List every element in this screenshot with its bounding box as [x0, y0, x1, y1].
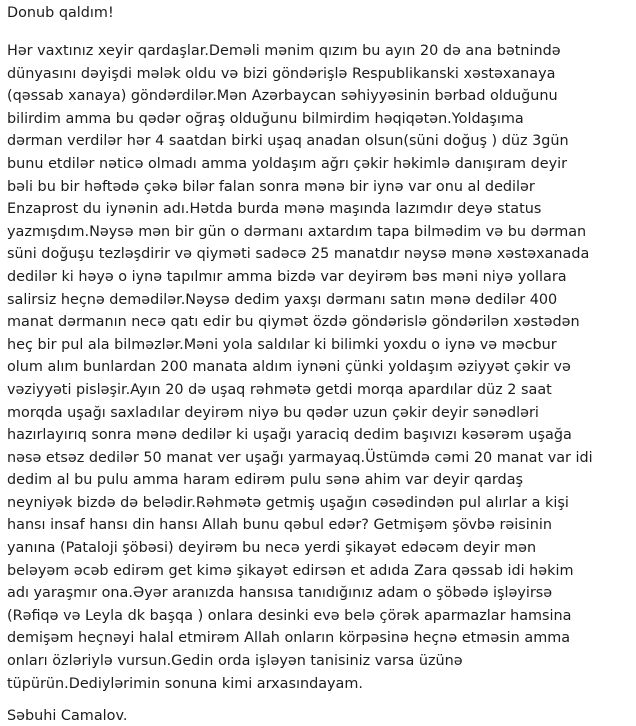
post-body-line: bunu etdilər nəticə olmadı amma yoldaşım ağrı çəkir həkimlə danışıram deyir — [7, 155, 568, 172]
post-body-line: hansı insaf hansı din hansı Allah bunu qəbul edər? Getmişəm şövbə rəisinin — [7, 517, 552, 534]
post-body-line: vəziyyəti pisləşir.Ayın 20 də uşaq rəhmətə getdi morqa apardılar düz 2 saat — [7, 381, 552, 398]
post-body-line: beləyəm əcəb edirəm get kimə şikayət edirsən et adıda Zara qəssab idi həkim — [7, 562, 574, 579]
post-body-line: dünyasını dəyişdi mələk oldu və bizi göndərişlə Respublikanski xəstəxanaya — [7, 65, 556, 82]
post-content — [7, 4, 631, 726]
post-greeting: Donub qaldım! — [7, 5, 114, 21]
post-body-line: dedim al bu pulu amma haram edirəm pulu sənə ahim var deyir qardaş — [7, 472, 524, 489]
post-body-line: yazmışdım.Nəysə mən bir gün o dərmanı axtardım tapa bilmədim və bu dərman — [7, 223, 587, 240]
post-body-line: hazırlayırıq sonra mənə dedilər ki uşağı yaraciq dedim başıvızı kəsərəm uşağa — [7, 427, 572, 444]
post-body-line: neyniyək bizdə də belədir.Rəhmətə getmiş uşağın cəsədindən pul alırlar a kişi — [7, 494, 569, 511]
post-body-line: adı yaraşmır ona.Əyər aranızda hansısa tanıdığınız adam o şöbədə işləyirsə — [7, 585, 553, 602]
post-body-line: Enzaprost du iynənin adı.Hətda burda mənə maşında lazımdır deyə status — [7, 201, 542, 218]
post-body-line: salirsiz heçnə demədilər.Nəysə dedim yaxşı dərmanı satın mənə dedilər 400 — [7, 291, 558, 308]
post-body-line: morqda uşağı saxladılar deyirəm niyə bu qədər uzun çəkir deyir sənədləri — [7, 404, 539, 421]
post-body-line: tüpürün.Dediylərimin sonuna kimi arxasındayam. — [7, 675, 363, 692]
post-body-line: olum alım bunlardan 200 manata aldım iynəni çünki yoldaşım əziyyət çəkir və — [7, 359, 571, 376]
post-body-line: onları özləriylə vursun.Gedin orda işləyən tanisiniz varsa üzünə — [7, 653, 463, 670]
post-signature: Səbuhi Camalov. — [7, 708, 128, 725]
post-body-line: nəsə etsəz dedilər 50 manat ver uşağı yarmayaq.Üstümdə cəmi 20 manat var idi — [7, 449, 593, 466]
post-body-line: dərman verdilər hər 4 saatdan birki uşaq anadan olsun(süni doğuş ) düz 3gün — [7, 133, 569, 150]
post-body-line: demişəm heçnəyi halal etmirəm Allah onların körpəsinə heçnə etməsin amma — [7, 630, 571, 647]
post-body-line: yanına (Pataloji şöbəsi) deyirəm bu necə yerdi şikayət edəcəm deyir mən — [7, 540, 537, 557]
post-body-line: (Rəfiqə və Leyla dk başqa ) onlara desinki evə belə çörək aparmazlar hamsina — [7, 607, 572, 624]
post-body-line: heç bir pul ala bilməzlər.Məni yola saldılar ki bilimki yoxdu o iynə və məcbur — [7, 336, 557, 353]
post-body — [7, 40, 631, 695]
post-body-line: (qəssab xanaya) göndərdilər.Mən Azərbaycan səhiyyəsinin bərbad olduğunu — [7, 88, 558, 105]
post-body-line: Hər vaxtınız xeyir qardaşlar.Deməli mənim qızım bu ayın 20 də ana bətnində — [7, 43, 561, 59]
post-body-line: dedilər ki həyə o iynə tapılmır amma bizdə var deyirəm bəs məni niyə yollara — [7, 268, 567, 285]
post-body-line: bilirdim amma bu qədər oğraş olduğunu bilmirdim həqiqətən.Yoldaşıma — [7, 110, 524, 127]
post-body-line: manat dərmanın necə qatı edir bu qiymət özdə göndərislə göndərilən xəstədən — [7, 314, 580, 331]
post-body-line: süni doğuşu tezləşdirir və qiyməti sadəcə 25 manatdır nəysə mənə xəstəxanada — [7, 246, 590, 263]
post-body-line: bəli bu bir həftədə çəkə bilər falan sonra mənə bir iynə var onu al dedilər — [7, 178, 535, 195]
